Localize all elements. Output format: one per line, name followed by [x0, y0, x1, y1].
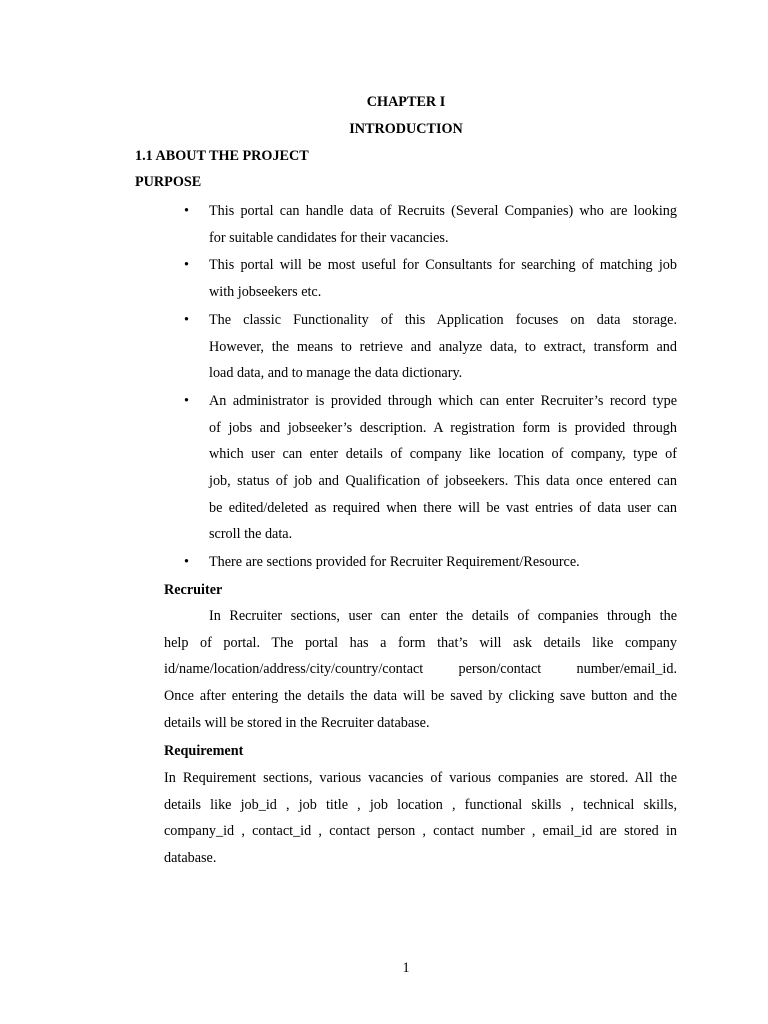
chapter-title: INTRODUCTION: [349, 121, 463, 137]
bullet-item: [209, 307, 677, 387]
bullet-line: An administrator is provided through which can enter Recruiter’s record type: [209, 393, 677, 409]
bullet-line: be edited/deleted as required when there will be vast entries of data user can: [209, 499, 677, 516]
recruiter-paragraph: [164, 603, 677, 736]
bullet-line: However, the means to retrieve and analyze data, to extract, transform and: [209, 338, 677, 355]
bullet-item: [209, 388, 677, 548]
bullet-line: for suitable candidates for their vacancies.: [209, 229, 449, 246]
paragraph-line: In Requirement sections, various vacancies of various companies are stored. All the: [164, 770, 677, 786]
paragraph-line: details will be stored in the Recruiter database.: [164, 714, 430, 731]
paragraph-line: In Recruiter sections, user can enter the details of companies through the: [209, 608, 677, 624]
paragraph-line: company_id , contact_id , contact person , contact number , email_id are stored in: [164, 823, 677, 840]
paragraph-line: help of portal. The portal has a form that’s will ask details like company: [164, 634, 677, 651]
bullet-item: [209, 198, 677, 251]
bullet-line: which user can enter details of company like location of company, type of: [209, 446, 677, 463]
bullet-marker: •: [184, 203, 189, 219]
bullet-marker: •: [184, 554, 189, 570]
bullet-line: scroll the data.: [209, 526, 293, 543]
bullet-item: [209, 549, 677, 576]
bullet-marker: •: [184, 312, 189, 328]
paragraph-line: database.: [164, 850, 217, 867]
bullet-line: of jobs and jobseeker’s description. A registration form is provided through: [209, 419, 677, 436]
purpose-heading: PURPOSE: [135, 174, 202, 190]
bullet-item: [209, 252, 677, 305]
recruiter-heading: Recruiter: [164, 582, 223, 598]
page-number: 1: [402, 960, 410, 976]
requirement-heading: Requirement: [164, 743, 244, 759]
bullet-marker: •: [184, 257, 189, 273]
bullet-line: This portal will be most useful for Consultants for searching of matching job: [209, 257, 677, 273]
paragraph-line: Once after entering the details the data will be saved by clicking save button and the: [164, 688, 677, 705]
bullet-line: job, status of job and Qualification of jobseekers. This data once entered can: [209, 473, 677, 490]
section-heading: 1.1 ABOUT THE PROJECT: [135, 148, 309, 164]
paragraph-line: id/name/location/address/city/country/contact person/contact number/email_id.: [164, 661, 677, 678]
requirement-paragraph: [164, 765, 677, 872]
bullet-line: The classic Functionality of this Application focuses on data storage.: [209, 312, 677, 328]
bullet-line: load data, and to manage the data dictionary.: [209, 365, 463, 382]
paragraph-line: details like job_id , job title , job location , functional skills , technical skills,: [164, 796, 677, 813]
chapter-label: CHAPTER I: [366, 94, 446, 110]
bullet-line: There are sections provided for Recruiter Requirement/Resource.: [209, 554, 580, 570]
bullet-line: This portal can handle data of Recruits (Several Companies) who are looking: [209, 203, 677, 219]
bullet-marker: •: [184, 393, 189, 409]
bullet-line: with jobseekers etc.: [209, 283, 322, 300]
